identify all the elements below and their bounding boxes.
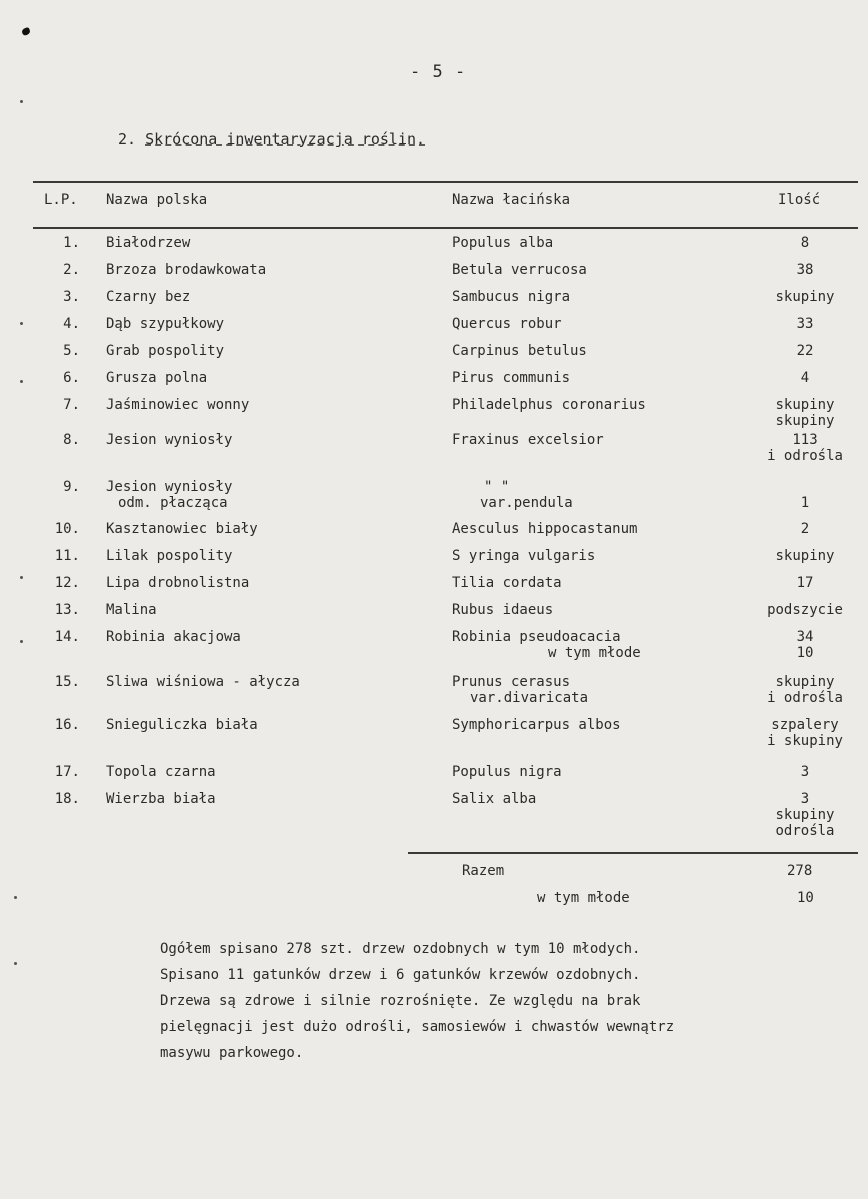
section-title: Skrócona inwentaryzacja roślin.: [145, 130, 426, 148]
quantity: 8: [800, 235, 810, 251]
quantity: 17: [796, 575, 814, 591]
quantity: 10: [796, 645, 814, 661]
quantity: 22: [796, 343, 814, 359]
row-number: 8.: [63, 432, 80, 448]
row-number: 6.: [63, 370, 80, 386]
polish-name: Jesion wyniosły: [106, 479, 233, 495]
quantity: i skupiny: [767, 733, 843, 749]
quantity: 3: [800, 764, 810, 780]
header-polish-name: Nazwa polska: [106, 192, 208, 208]
paragraph-line: pielęgnacji jest dużo odrośli, samosiewów i chwastów wewnątrz: [160, 1019, 675, 1035]
latin-name: Sambucus nigra: [452, 289, 571, 305]
latin-name: var.divaricata: [470, 690, 589, 706]
latin-name: Philadelphus coronarius: [452, 397, 646, 413]
latin-name: Salix alba: [452, 791, 537, 807]
row-number: 11.: [54, 548, 80, 564]
ink-blot: [21, 27, 31, 36]
page-number: - 5 -: [410, 62, 467, 82]
quantity: 4: [800, 370, 810, 386]
total-value: 278: [787, 863, 813, 879]
polish-name: Grusza polna: [106, 370, 208, 386]
polish-name: Białodrzew: [106, 235, 191, 251]
row-number: 13.: [54, 602, 80, 618]
latin-name: Tilia cordata: [452, 575, 562, 591]
latin-name: Betula verrucosa: [452, 262, 587, 278]
row-number: 10.: [54, 521, 80, 537]
row-number: 1.: [63, 235, 80, 251]
section-number: 2.: [118, 130, 137, 148]
table-top-rule: [33, 181, 858, 183]
header-quantity: Ilość: [778, 192, 821, 208]
quantity: szpalery: [771, 717, 839, 733]
latin-name: Fraxinus excelsior: [452, 432, 604, 448]
latin-name: S yringa vulgaris: [452, 548, 596, 564]
quantity: 113: [792, 432, 818, 448]
latin-name: Rubus idaeus: [452, 602, 554, 618]
polish-name: Sliwa wiśniowa - ałycza: [106, 674, 300, 690]
paragraph-line: Spisano 11 gatunków drzew i 6 gatunków krzewów ozdobnych.: [160, 967, 641, 983]
row-number: 18.: [54, 791, 80, 807]
latin-name: Robinia pseudoacacia: [452, 629, 621, 645]
quantity: odrośla: [775, 823, 835, 839]
row-number: 12.: [54, 575, 80, 591]
paragraph-line: masywu parkowego.: [160, 1045, 304, 1061]
latin-name: Quercus robur: [452, 316, 562, 332]
latin-name: var.pendula: [480, 495, 573, 511]
latin-name: Aesculus hippocastanum: [452, 521, 638, 537]
polish-name: Snieguliczka biała: [106, 717, 258, 733]
polish-name: odm. płacząca: [118, 495, 228, 511]
polish-name: Lipa drobnolistna: [106, 575, 250, 591]
quantity: 2: [800, 521, 810, 537]
latin-name: Populus nigra: [452, 764, 562, 780]
polish-name: Kasztanowiec biały: [106, 521, 258, 537]
polish-name: Jesion wyniosły: [106, 432, 233, 448]
paragraph-line: Drzewa są zdrowe i silnie rozrośnięte. Ze względu na brak: [160, 993, 641, 1009]
latin-name: Populus alba: [452, 235, 554, 251]
polish-name: Robinia akacjowa: [106, 629, 241, 645]
section-heading: [118, 130, 425, 148]
margin-dot: [20, 100, 23, 103]
polish-name: Czarny bez: [106, 289, 191, 305]
quantity: i odrośla: [767, 690, 843, 706]
row-number: 16.: [54, 717, 80, 733]
quantity: skupiny: [775, 413, 835, 429]
total-rule: [408, 852, 858, 854]
row-number: 4.: [63, 316, 80, 332]
row-number: 3.: [63, 289, 80, 305]
latin-name: Symphoricarpus albos: [452, 717, 621, 733]
latin-name: " ": [484, 479, 510, 495]
quantity: skupiny: [775, 674, 835, 690]
row-number: 7.: [63, 397, 80, 413]
latin-name: Pirus communis: [452, 370, 571, 386]
quantity: podszycie: [767, 602, 843, 618]
polish-name: Malina: [106, 602, 157, 618]
polish-name: Wierzba biała: [106, 791, 216, 807]
row-number: 17.: [54, 764, 80, 780]
polish-name: Dąb szypułkowy: [106, 316, 225, 332]
paragraph-line: Ogółem spisano 278 szt. drzew ozdobnych w tym 10 młodych.: [160, 941, 641, 957]
young-label: w tym młode: [537, 890, 630, 906]
header-lp: L.P.: [44, 192, 78, 208]
row-number: 5.: [63, 343, 80, 359]
quantity: 38: [796, 262, 814, 278]
latin-name: w tym młode: [548, 645, 641, 661]
quantity: i odrośla: [767, 448, 843, 464]
row-number: 15.: [54, 674, 80, 690]
row-number: 14.: [54, 629, 80, 645]
header-latin-name: Nazwa łacińska: [452, 192, 571, 208]
latin-name: Prunus cerasus: [452, 674, 571, 690]
latin-name: Carpinus betulus: [452, 343, 587, 359]
row-number: 2.: [63, 262, 80, 278]
quantity: skupiny: [775, 548, 835, 564]
quantity: 33: [796, 316, 814, 332]
total-label: Razem: [462, 863, 505, 879]
quantity: skupiny: [775, 289, 835, 305]
margin-dot: [14, 896, 17, 899]
row-number: 9.: [63, 479, 80, 495]
young-value: 10: [797, 890, 814, 906]
polish-name: Grab pospolity: [106, 343, 225, 359]
quantity: skupiny: [775, 397, 835, 413]
polish-name: Lilak pospolity: [106, 548, 233, 564]
table-header-rule: [33, 227, 858, 229]
summary-paragraph: [160, 936, 820, 1066]
polish-name: Brzoza brodawkowata: [106, 262, 267, 278]
polish-name: Jaśminowiec wonny: [106, 397, 250, 413]
quantity: 34: [796, 629, 814, 645]
quantity: 1: [800, 495, 810, 511]
polish-name: Topola czarna: [106, 764, 216, 780]
quantity: skupiny: [775, 807, 835, 823]
margin-dot: [14, 962, 17, 965]
quantity: 3: [800, 791, 810, 807]
